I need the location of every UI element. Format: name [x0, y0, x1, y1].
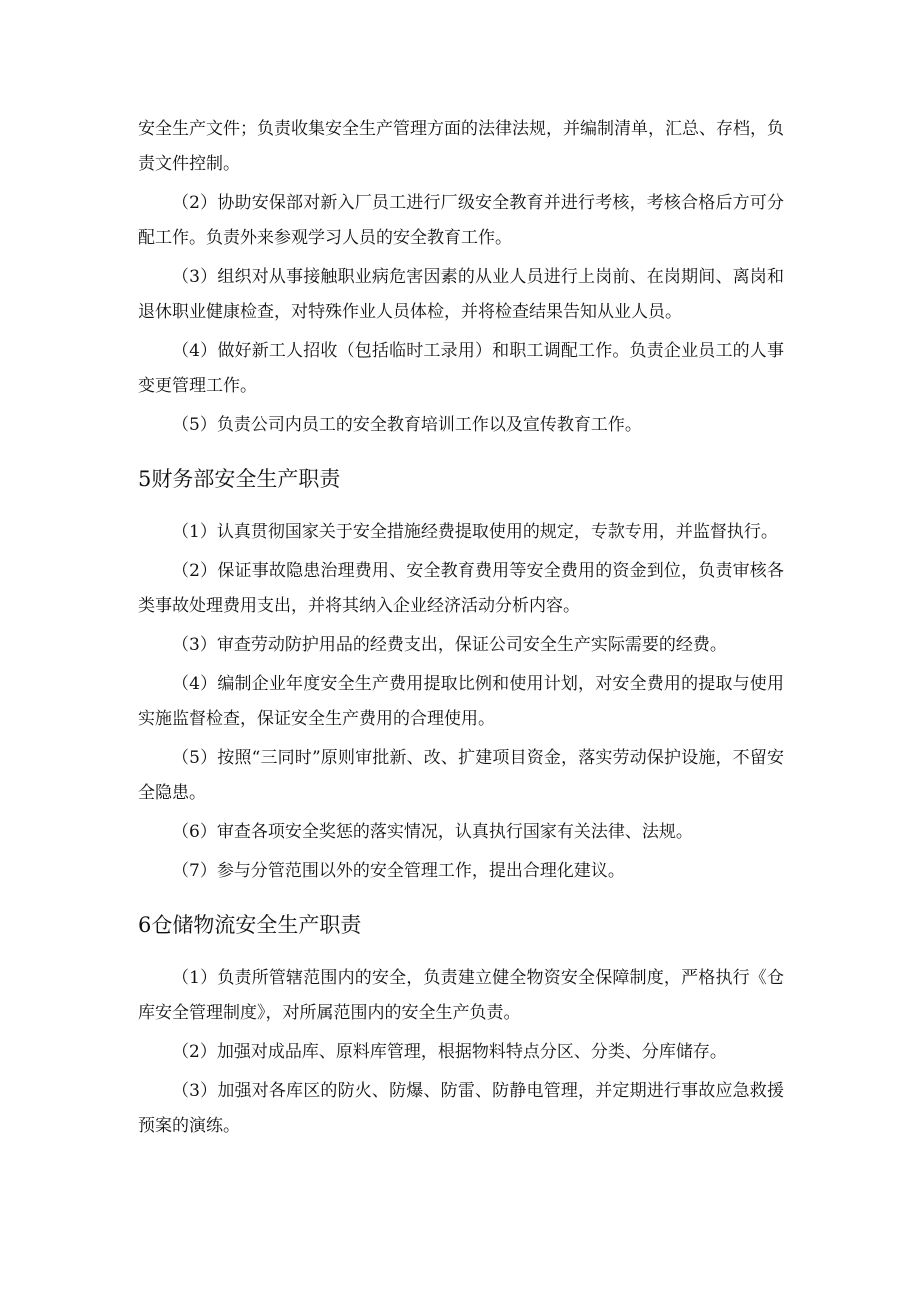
paragraph-item: （3）加强对各库区的防火、防爆、防雷、防静电管理，并定期进行事故应急救援预案的演练。: [138, 1081, 784, 1136]
paragraph-item: （1）认真贯彻国家关于安全措施经费提取使用的规定，专款专用，并监督执行。: [172, 522, 778, 542]
paragraph-item: （1）负责所管辖范围内的安全，负责建立健全物资安全保障制度，严格执行《仓库安全管理制度》，对所属范围内的安全生产负责。: [138, 968, 784, 1023]
paragraph-item: （2）加强对成品库、原料库管理，根据物料特点分区、分类、分库储存。: [172, 1042, 727, 1062]
paragraph-continuation: 安全生产文件；负责收集安全生产管理方面的法律法规，并编制清单，汇总、存档，负责文件控制。: [138, 119, 784, 174]
paragraph-item: （6）审查各项安全奖惩的落实情况，认真执行国家有关法律、法规。: [172, 822, 693, 842]
paragraph-item: （2）协助安保部对新入厂员工进行厂级安全教育并进行考核，考核合格后方可分配工作。负责外来参观学习人员的安全教育工作。: [138, 193, 784, 248]
paragraph-item: （3）组织对从事接触职业病危害因素的从业人员进行上岗前、在岗期间、离岗和退休职业健康检查，对特殊作业人员体检，并将检查结果告知从业人员。: [138, 267, 784, 322]
paragraph-item: （5）按照“三同时”原则审批新、改、扩建项目资金，落实劳动保护设施，不留安全隐患。: [138, 748, 784, 803]
paragraph-item: （4）做好新工人招收（包括临时工录用）和职工调配工作。负责企业员工的人事变更管理工作。: [138, 341, 784, 396]
paragraph-item: （5）负责公司内员工的安全教育培训工作以及宣传教育工作。: [172, 415, 642, 435]
section-heading-finance: 5财务部安全生产职责: [138, 467, 341, 491]
paragraph-item: （4）编制企业年度安全生产费用提取比例和使用计划，对安全费用的提取与使用实施监督检查，保证安全生产费用的合理使用。: [138, 674, 784, 729]
paragraph-item: （3）审查劳动防护用品的经费支出，保证公司安全生产实际需要的经费。: [172, 635, 727, 655]
paragraph-item: （2）保证事故隐患治理费用、安全教育费用等安全费用的资金到位，负责审核各类事故处理费用支出，并将其纳入企业经济活动分析内容。: [138, 561, 784, 616]
paragraph-item: （7）参与分管范围以外的安全管理工作，提出合理化建议。: [172, 861, 625, 881]
document-page: [138, 112, 784, 1148]
section-heading-warehouse: 6仓储物流安全生产职责: [138, 913, 362, 937]
